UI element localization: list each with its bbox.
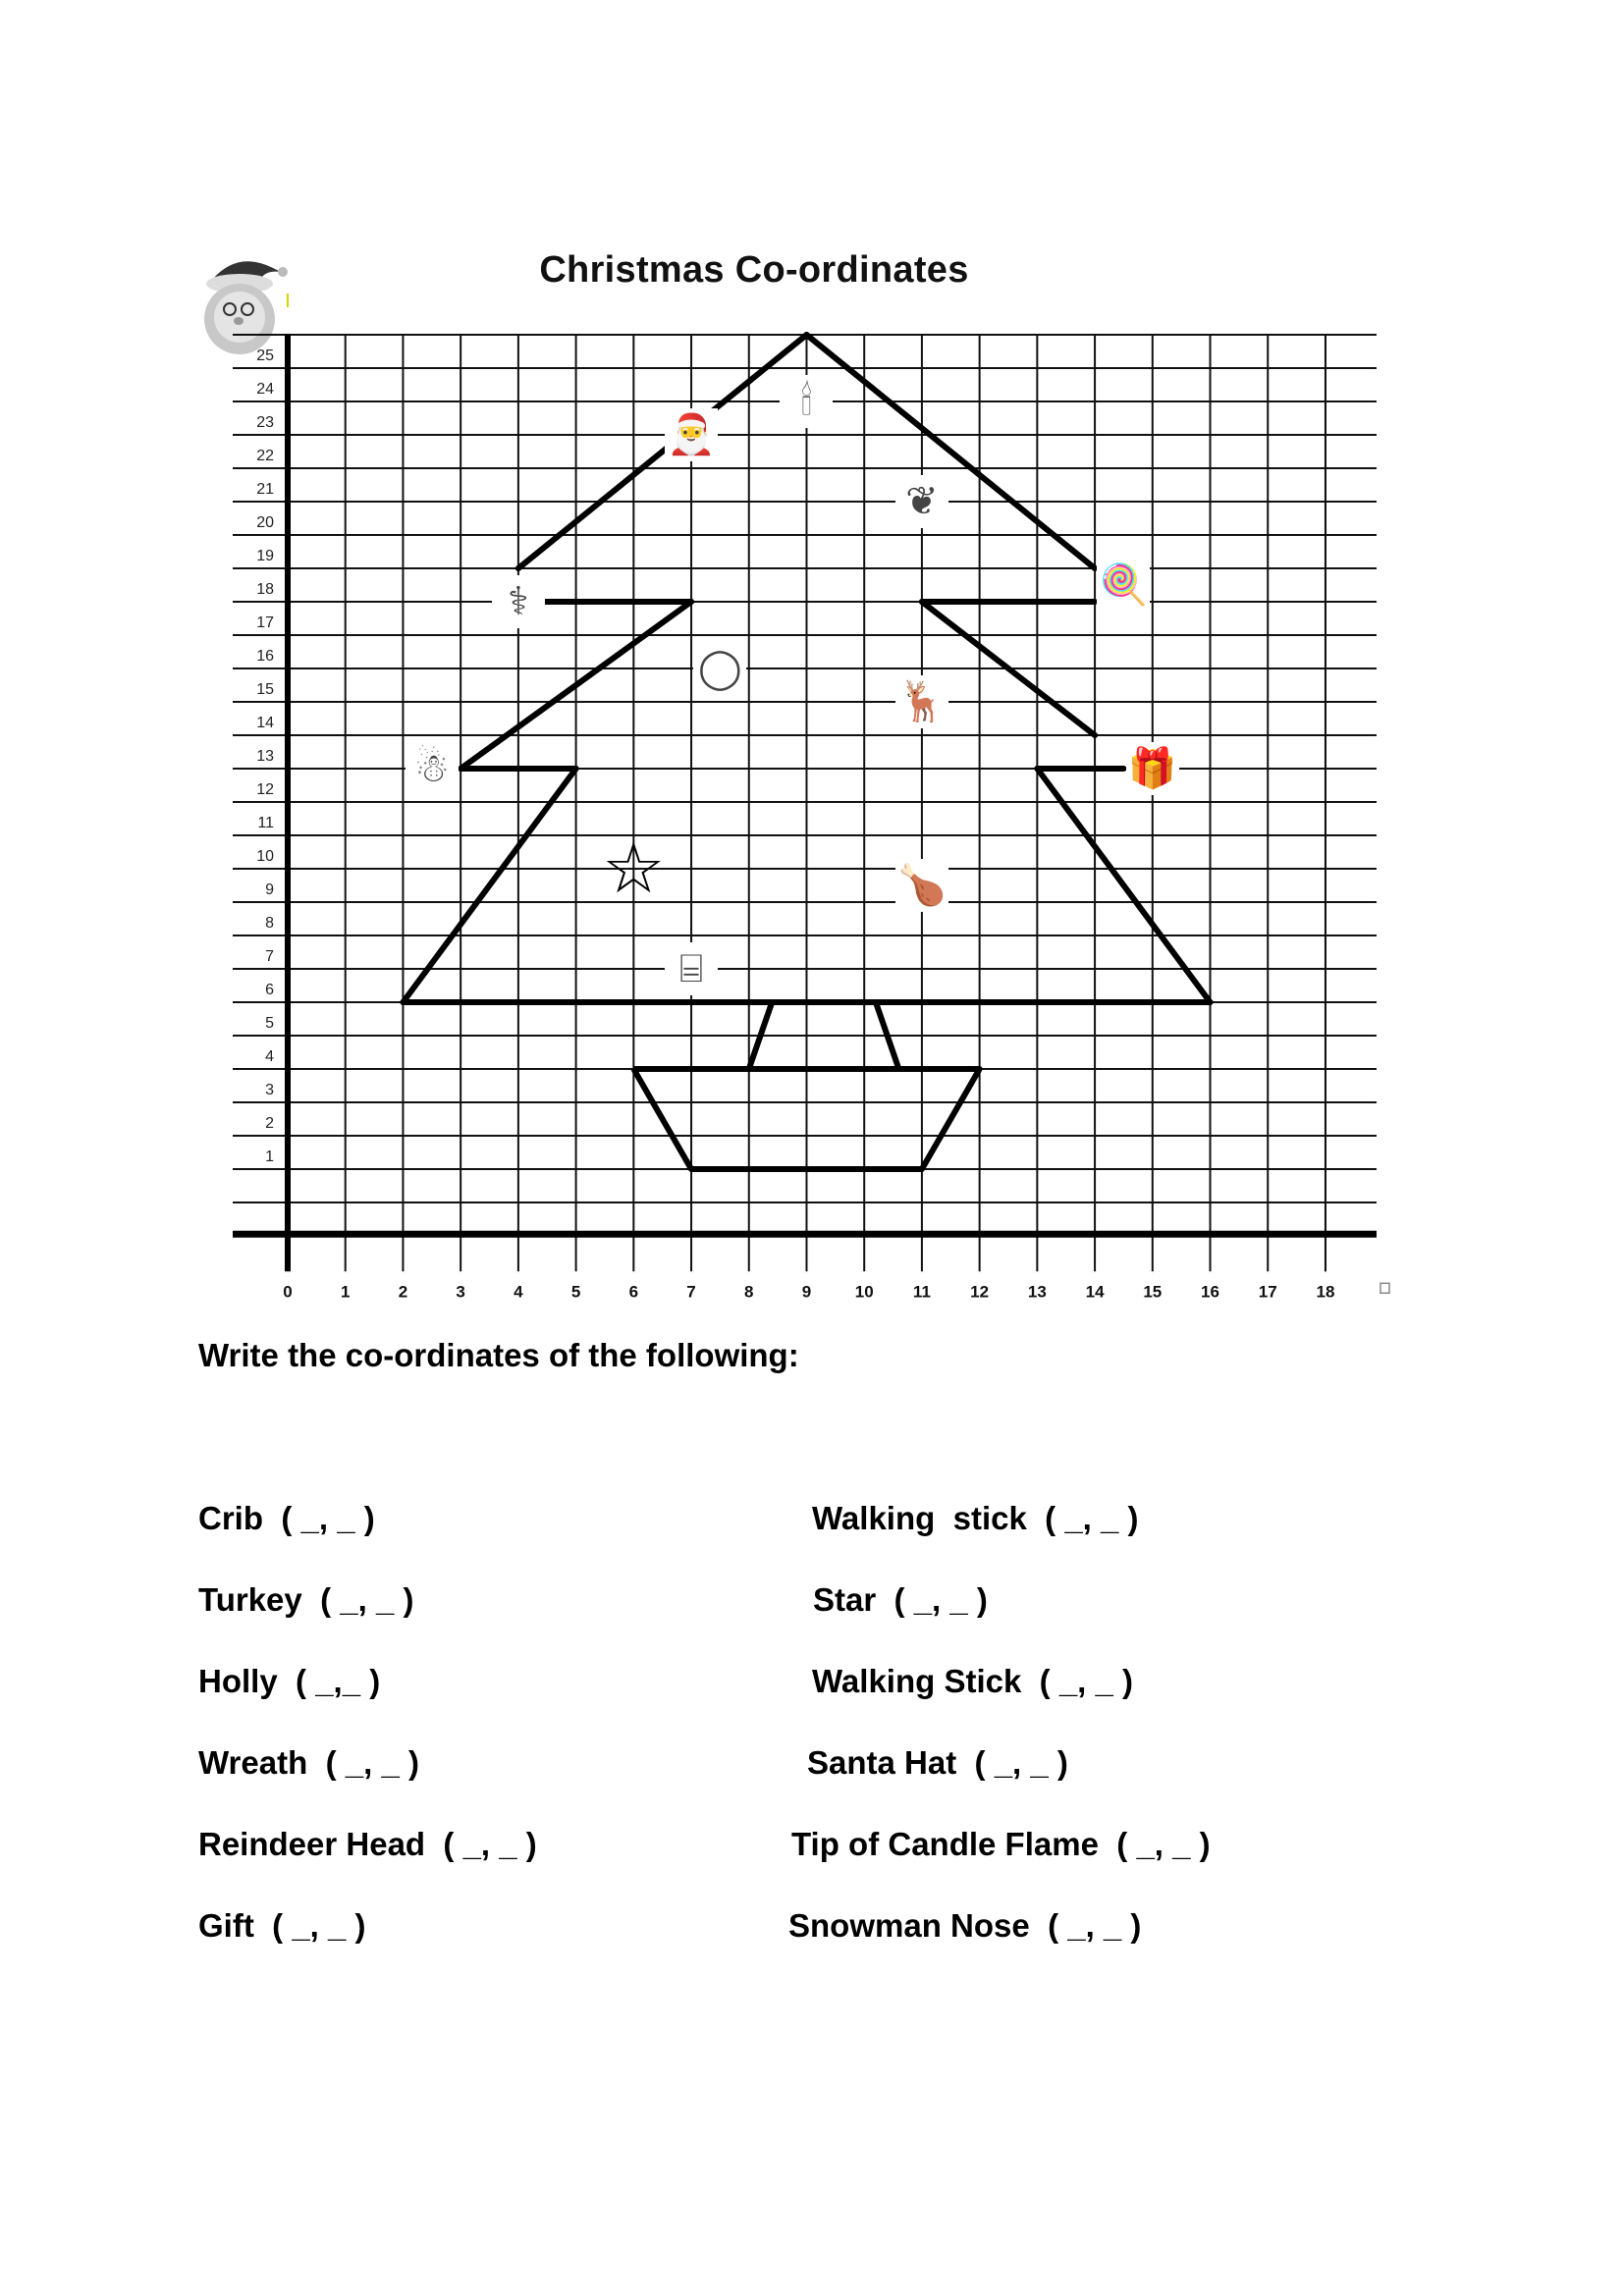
instruction-text: Write the co-ordinates of the following: (198, 1337, 799, 1373)
turkey-icon: 🍗 (895, 859, 948, 912)
y-tick-label: 8 (265, 915, 274, 932)
y-tick-label: 3 (265, 1082, 274, 1098)
question-label: Turkey (198, 1581, 321, 1618)
y-tick-label: 13 (256, 748, 274, 765)
answer-blank[interactable]: ( _, _ ) (1116, 1826, 1211, 1862)
y-tick-label: 9 (265, 881, 274, 898)
y-tick-label: 23 (256, 414, 274, 431)
question-right-3 (812, 1663, 1133, 1700)
question-label: Walking stick (812, 1500, 1046, 1536)
question-right-5 (791, 1826, 1211, 1863)
question-label: Walking Stick (812, 1663, 1040, 1699)
answer-blank[interactable]: ( _, _ ) (272, 1907, 366, 1944)
y-tick-label: 17 (256, 614, 274, 631)
y-tick-label: 2 (265, 1115, 274, 1132)
question-label: Holly (198, 1663, 297, 1699)
y-tick-label: 6 (265, 982, 274, 998)
question-left-5 (198, 1826, 537, 1863)
question-label: Reindeer Head (198, 1826, 444, 1862)
question-right-1 (812, 1500, 1139, 1537)
y-tick-label: 1 (265, 1148, 274, 1165)
santa-hat-icon: 🎅 (665, 408, 718, 461)
y-tick-label: 21 (256, 481, 274, 498)
y-tick-label: 5 (265, 1015, 274, 1032)
y-tick-label: 16 (256, 648, 274, 665)
question-label: Gift (198, 1907, 273, 1944)
question-label: Tip of Candle Flame (791, 1826, 1117, 1862)
x-tick-label: 7 (686, 1282, 696, 1302)
answer-blank[interactable]: ( _, _ ) (325, 1744, 419, 1781)
holly-icon: ❦ (895, 475, 948, 528)
x-tick-label: 13 (1027, 1282, 1047, 1302)
x-tick-label: 8 (744, 1282, 754, 1302)
x-tick-label: 10 (854, 1282, 874, 1302)
question-left-6 (198, 1907, 366, 1945)
question-label: Crib (198, 1500, 282, 1536)
x-tick-label: 5 (570, 1282, 581, 1302)
answer-blank[interactable]: ( _,_ ) (296, 1663, 381, 1699)
crib-icon: ⌸ (665, 942, 718, 995)
x-tick-label: 1 (340, 1282, 351, 1302)
y-tick-label: 11 (257, 815, 274, 831)
wreath-icon: ◯ (693, 642, 746, 695)
x-tick-label: 16 (1201, 1282, 1219, 1302)
x-tick-label: 4 (514, 1282, 523, 1302)
y-tick-label: 24 (256, 381, 274, 398)
answer-blank[interactable]: ( _, _ ) (281, 1500, 375, 1536)
gift-icon: 🎁 (1126, 742, 1179, 795)
y-tick-label: 22 (256, 448, 274, 464)
walking-stick-icon: 🍭 (1097, 559, 1150, 612)
question-left-4 (198, 1744, 419, 1782)
y-tick-label: 14 (256, 715, 274, 731)
question-left-3 (198, 1663, 380, 1700)
tree-outline-segment (806, 335, 1095, 568)
y-tick-label: 4 (265, 1048, 274, 1065)
question-label: Wreath (198, 1744, 326, 1781)
y-tick-label: 12 (256, 781, 274, 798)
x-tick-label: 18 (1316, 1282, 1335, 1302)
y-tick-label: 10 (256, 848, 274, 865)
answer-blank[interactable]: ( _, _ ) (443, 1826, 537, 1862)
walking-stick-icon: ⚕ (492, 575, 545, 628)
x-tick-label: 12 (970, 1282, 990, 1302)
reindeer-head-icon: 🦌 (895, 675, 948, 728)
question-right-2 (813, 1581, 988, 1619)
x-tick-label: 11 (912, 1282, 931, 1302)
x-tick-label: 9 (801, 1282, 812, 1302)
tree-outline-segment (518, 335, 807, 568)
y-tick-label: 20 (256, 514, 274, 531)
x-tick-label: 15 (1143, 1282, 1163, 1302)
x-tick-label: 14 (1085, 1282, 1105, 1302)
star-icon: ☆ (602, 829, 666, 908)
x-tick-label: 3 (456, 1282, 465, 1302)
x-tick-label: 6 (628, 1282, 639, 1302)
answer-blank[interactable]: ( _, _ ) (974, 1744, 1068, 1781)
answer-blank[interactable]: ( _, _ ) (320, 1581, 414, 1618)
x-tick-label: 17 (1258, 1282, 1277, 1302)
question-left-1 (198, 1500, 375, 1537)
answer-blank[interactable]: ( _, _ ) (1048, 1907, 1142, 1944)
question-label: Santa Hat (807, 1744, 975, 1781)
question-label: Star (813, 1581, 894, 1618)
answer-blank[interactable]: ( _, _ ) (1039, 1663, 1134, 1699)
worksheet-title-text: Christmas Co-ordinates (539, 249, 969, 291)
end-marker (1380, 1283, 1389, 1293)
x-tick-label: 0 (283, 1282, 293, 1302)
question-right-4 (807, 1744, 1068, 1782)
answer-blank[interactable]: ( _, _ ) (1045, 1500, 1139, 1536)
question-label: Snowman Nose (788, 1907, 1049, 1944)
answer-blank[interactable]: ( _, _ ) (893, 1581, 988, 1618)
tree-outline-segment (1037, 769, 1210, 1002)
y-tick-label: 15 (256, 681, 274, 698)
question-right-6 (788, 1907, 1141, 1945)
y-tick-label: 18 (256, 581, 274, 598)
tree-outline-segment (403, 769, 575, 1002)
y-tick-label: 25 (256, 347, 274, 364)
y-tick-label: 7 (265, 948, 274, 965)
x-tick-label: 2 (398, 1282, 408, 1302)
snowman-icon: ☃ (406, 742, 459, 795)
question-left-2 (198, 1581, 413, 1619)
candle-icon: 🕯 (780, 375, 833, 428)
y-tick-label: 19 (256, 548, 274, 564)
